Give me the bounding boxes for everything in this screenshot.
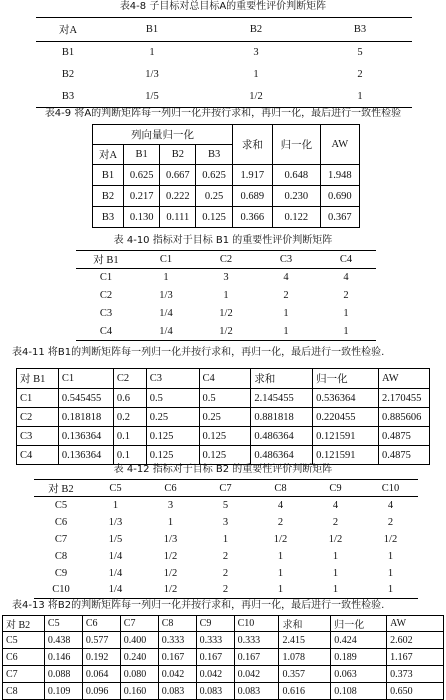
table-4-9	[92, 124, 360, 228]
cell: 1.167	[387, 649, 444, 666]
header-cell: C8	[253, 480, 308, 497]
cell: 0.625	[124, 165, 160, 186]
cell: 1/2	[163, 584, 178, 596]
cell: 0.064	[82, 666, 120, 683]
cell: 1/2	[383, 533, 398, 545]
header-cell: C10	[363, 480, 418, 497]
cell: C7	[3, 666, 45, 683]
cell: C2	[17, 408, 59, 427]
cell: 5	[222, 499, 229, 511]
cell: 0.438	[44, 632, 82, 649]
cell: 0.080	[120, 666, 158, 683]
header-cell: C2	[196, 251, 256, 269]
header-cell: C9	[308, 480, 363, 497]
cell: C8	[54, 550, 68, 562]
cell: 1/2	[163, 567, 178, 579]
header-cell: C7	[198, 480, 253, 497]
cell: 0.111	[160, 207, 196, 228]
cell: 0.333	[234, 632, 279, 649]
cell: 0.230	[273, 186, 321, 207]
cell: 2.415	[279, 632, 331, 649]
cell: B2	[93, 186, 124, 207]
header-cell: 求和	[251, 369, 313, 389]
cell: 3	[167, 499, 174, 511]
cell: C6	[54, 516, 68, 528]
cell: 1	[283, 308, 289, 319]
header-cell: C4	[316, 251, 376, 269]
cell: 0.125	[146, 427, 199, 446]
header-cell: 对A	[93, 145, 124, 165]
cell: 1/5	[108, 533, 123, 545]
cell: B1	[61, 47, 75, 59]
header-cell: C4	[199, 369, 251, 389]
cell: 0.083	[196, 683, 234, 700]
cell: 5	[357, 47, 363, 59]
cell: 2	[332, 516, 339, 528]
header-cell: B1	[124, 145, 160, 165]
cell: 1/3	[108, 516, 123, 528]
table-4-10	[76, 250, 376, 341]
cell: 1/5	[145, 90, 159, 102]
cell: 4	[343, 272, 349, 284]
table-4-13	[2, 615, 444, 700]
cell: 2	[357, 69, 363, 80]
cell: C2	[99, 290, 113, 301]
cell: 0.667	[160, 165, 196, 186]
cell: 2	[283, 290, 289, 301]
cell: 0.486364	[251, 446, 313, 465]
cell: 0.881818	[251, 408, 313, 427]
cell: 0.063	[331, 666, 387, 683]
cell: 1	[332, 567, 339, 579]
cell: 1/4	[159, 325, 173, 337]
group-header: 列向量归一化	[93, 125, 233, 145]
cell: 1	[343, 325, 349, 337]
cell: 0.616	[279, 683, 331, 700]
cell: 0.25	[196, 186, 232, 207]
cell: B2	[61, 69, 75, 80]
header-cell: B3	[196, 145, 232, 165]
cell: 0.136364	[58, 427, 113, 446]
cell: 1	[277, 567, 284, 579]
header-cell: B2	[160, 145, 196, 165]
cell: 2	[222, 584, 229, 596]
cell: C5	[54, 499, 68, 511]
cell: 3	[223, 272, 229, 284]
cell: 1/2	[328, 533, 343, 545]
cell: 1	[277, 550, 284, 562]
cell: 4	[387, 499, 394, 511]
table-4-9-caption: 表4-9 将A的判断矩阵每一列归一化并按行求和，再归一化，最后进行一致性检验	[44, 108, 402, 119]
header-cell: 对 B2	[3, 616, 45, 632]
header-cell: AW	[379, 369, 430, 389]
cell: C4	[17, 446, 59, 465]
cell: 0.367	[320, 207, 359, 228]
cell: 1.948	[320, 165, 359, 186]
cell: 1	[343, 308, 349, 319]
cell: 2	[387, 516, 394, 528]
cell: 0.042	[234, 666, 279, 683]
cell: 0.192	[82, 649, 120, 666]
cell: C1	[99, 272, 113, 284]
cell: 1	[387, 550, 394, 562]
header-cell: C6	[82, 616, 120, 632]
cell: C3	[99, 308, 113, 319]
cell: 0.109	[44, 683, 82, 700]
cell: C7	[54, 533, 68, 545]
cell: 1/2	[219, 325, 233, 337]
cell: 1.917	[232, 165, 272, 186]
cell: 0.181818	[58, 408, 113, 427]
cell: 0.088	[44, 666, 82, 683]
cell: C8	[3, 683, 45, 700]
cell: 0.222	[160, 186, 196, 207]
header-cell: 归一化	[331, 616, 387, 632]
cell: 1	[277, 584, 284, 596]
header-cell: C6	[143, 480, 198, 497]
cell: 1/4	[108, 567, 123, 579]
cell: 0.136364	[58, 446, 113, 465]
cell: 1	[223, 290, 229, 301]
cell: 1	[167, 516, 174, 528]
header-cell: 对A	[36, 18, 100, 42]
header-cell: 对 B1	[17, 369, 59, 389]
cell: 1/2	[163, 550, 178, 562]
cell: 0.130	[124, 207, 160, 228]
cell: 4	[283, 272, 289, 284]
cell: 2.145455	[251, 389, 313, 408]
cell: C9	[54, 567, 68, 579]
cell: 0.366	[232, 207, 272, 228]
cell: 0.220455	[313, 408, 379, 427]
cell: 0.167	[196, 649, 234, 666]
cell: 0.4875	[379, 446, 430, 465]
cell: 2	[222, 567, 229, 579]
cell: 0.217	[124, 186, 160, 207]
cell: 1/3	[159, 290, 173, 301]
header-cell: AW	[320, 125, 359, 165]
table-4-11-caption: 表4-11 将B1的判断矩阵每一列归一化并按行求和，再归一化，最后进行一致性检验.	[12, 347, 385, 358]
header-cell: C3	[146, 369, 199, 389]
cell: 2.602	[387, 632, 444, 649]
header-cell: C2	[113, 369, 146, 389]
header-cell: C3	[256, 251, 316, 269]
cell: 0.545455	[58, 389, 113, 408]
cell: 0.2	[113, 408, 146, 427]
cell: 1	[283, 325, 289, 337]
cell: 0.042	[158, 666, 196, 683]
header-cell: B3	[308, 18, 412, 42]
cell: 0.042	[196, 666, 234, 683]
cell: 1	[332, 550, 339, 562]
header-cell: C5	[88, 480, 143, 497]
cell: 0.333	[196, 632, 234, 649]
cell: 0.125	[199, 427, 251, 446]
header-cell: C5	[44, 616, 82, 632]
table-4-8	[36, 17, 412, 108]
cell: 0.6	[113, 389, 146, 408]
cell: 1/4	[108, 584, 123, 596]
cell: B1	[93, 165, 124, 186]
cell: 1/3	[163, 533, 178, 545]
cell: 0.083	[158, 683, 196, 700]
cell: 0.648	[273, 165, 321, 186]
cell: 0.189	[331, 649, 387, 666]
cell: 0.167	[158, 649, 196, 666]
cell: B3	[61, 90, 75, 102]
cell: 3	[253, 47, 259, 59]
header-cell: 归一化	[273, 125, 321, 165]
cell: 0.650	[387, 683, 444, 700]
cell: 0.25	[199, 408, 251, 427]
header-cell: 对 B1	[76, 251, 136, 269]
header-cell: 求和	[232, 125, 272, 165]
cell: 1/2	[249, 90, 263, 102]
cell: C1	[17, 389, 59, 408]
cell: 0.536364	[313, 389, 379, 408]
cell: 0.1	[113, 446, 146, 465]
cell: 1/2	[273, 533, 288, 545]
cell: 0.690	[320, 186, 359, 207]
cell: 0.146	[44, 649, 82, 666]
cell: 4	[332, 499, 339, 511]
cell: 3	[222, 516, 229, 528]
cell: 0.5	[199, 389, 251, 408]
cell: 0.333	[158, 632, 196, 649]
table-4-11	[16, 368, 430, 465]
cell: 4	[277, 499, 284, 511]
cell: 2	[343, 290, 349, 301]
cell: 2	[277, 516, 284, 528]
cell: 0.108	[331, 683, 387, 700]
header-cell: 归一化	[313, 369, 379, 389]
cell: C4	[99, 325, 113, 337]
cell: 1	[332, 584, 339, 596]
cell: 1/3	[145, 69, 159, 80]
table-4-13-caption: 表4-13 将B2的判断矩阵每一列归一化并按行求和，再归一化，最后进行一致性检验.	[12, 600, 385, 611]
cell: 1/2	[219, 308, 233, 319]
cell: 0.121591	[313, 427, 379, 446]
cell: 0.400	[120, 632, 158, 649]
header-cell: B2	[204, 18, 308, 42]
table-4-12	[34, 479, 418, 599]
cell: 0.689	[232, 186, 272, 207]
cell: 1	[112, 499, 119, 511]
cell: 0.1	[113, 427, 146, 446]
cell: 0.125	[196, 207, 232, 228]
table-4-12-caption: 表 4-12 指标对于目标 B2 的重要性评价判断矩阵	[113, 464, 333, 475]
cell: 1/4	[108, 550, 123, 562]
cell: 0.167	[234, 649, 279, 666]
header-cell: C1	[136, 251, 196, 269]
cell: C10	[52, 584, 70, 596]
table-4-10-caption: 表 4-10 指标对于目标 B1 的重要性评价判断矩阵	[113, 235, 333, 246]
header-cell: AW	[387, 616, 444, 632]
cell: 0.625	[196, 165, 232, 186]
cell: 0.121591	[313, 446, 379, 465]
cell: 1	[149, 47, 155, 59]
cell: 0.096	[82, 683, 120, 700]
cell: 1	[222, 533, 229, 545]
cell: 0.25	[146, 408, 199, 427]
cell: 0.4875	[379, 427, 430, 446]
cell: C6	[3, 649, 45, 666]
cell: 0.885606	[379, 408, 430, 427]
header-cell: C1	[58, 369, 113, 389]
cell: C5	[3, 632, 45, 649]
cell: 1.078	[279, 649, 331, 666]
cell: 1/4	[159, 308, 173, 319]
cell: 1	[387, 584, 394, 596]
cell: 1	[163, 272, 169, 284]
header-cell: C9	[196, 616, 234, 632]
cell: 0.160	[120, 683, 158, 700]
cell: 0.5	[146, 389, 199, 408]
cell: 0.577	[82, 632, 120, 649]
table-4-8-caption: 表4-8 子目标对总目标A的重要性评价判断矩阵	[119, 1, 327, 12]
cell: 0.486364	[251, 427, 313, 446]
cell: C3	[17, 427, 59, 446]
header-cell: 求和	[279, 616, 331, 632]
header-cell: 对 B2	[34, 480, 88, 497]
cell: 0.357	[279, 666, 331, 683]
cell: 1	[253, 69, 259, 80]
cell: 0.125	[199, 446, 251, 465]
header-cell: C8	[158, 616, 196, 632]
cell: 0.240	[120, 649, 158, 666]
cell: 0.373	[387, 666, 444, 683]
cell: 0.125	[146, 446, 199, 465]
header-cell: B1	[100, 18, 204, 42]
cell: 0.122	[273, 207, 321, 228]
cell: 0.083	[234, 683, 279, 700]
header-cell: C7	[120, 616, 158, 632]
header-cell: C10	[234, 616, 279, 632]
cell: 0.424	[331, 632, 387, 649]
cell: 2.170455	[379, 389, 430, 408]
cell: 1	[357, 90, 363, 102]
cell: 2	[222, 550, 229, 562]
cell: 1	[387, 567, 394, 579]
cell: B3	[93, 207, 124, 228]
